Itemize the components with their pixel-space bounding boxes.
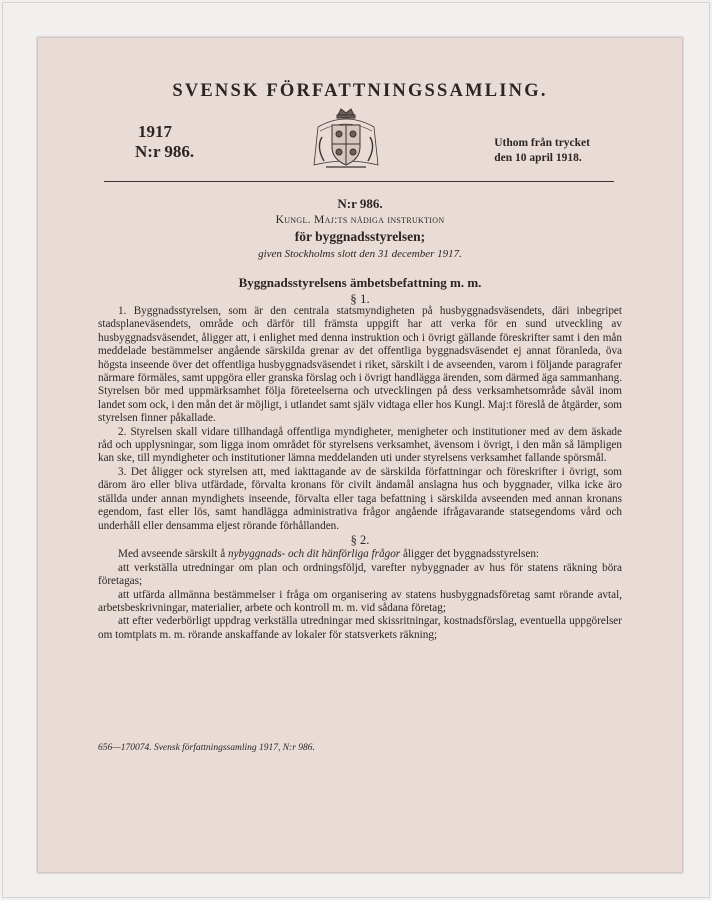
- document-page: [37, 37, 683, 873]
- section-2-intro: [98, 548, 622, 561]
- paragraph-1: 1. Byggnadsstyrelsen, som är den centrala statsmyndigheten på husbyggnadsväsendets, däri inbegripet stadsplaneväsendets, område och därför till främsta uppgift har att verka för en sund utveckling av husbyggnadsväsendet, åligger att, i enlighet med denna instruktion och i övrigt gällande föreskrifter samt i den mån meddelade bestämmelser angående särskilda grenar av det offentliga byggnadsväsendet ej annat föranleda, öva högsta inseende över det offentliga husbyggnadsväsendet i riket, särskilt i de avseenden, varom i följande paragrafer närmare förmäles, samt uppgöra eller granska förslag och i övrigt handlägga ärenden, som därmed äga sammanhang. Styrelsen bör med uppmärksamhet följa företeelserna och utvecklingen på dess verksamhetsområde såväl inom landet som ock, i den mån det är möjligt, i utlandet samt själv vidtaga eller hos Kungl. Maj:t föreslå de åtgärder, som styrelsen finner påkallade.: [98, 305, 622, 425]
- issued-date: [494, 136, 590, 166]
- masthead-title: SVENSK FÖRFATTNINGSSAMLING.: [172, 81, 548, 101]
- issue-number: N:r 986.: [135, 142, 195, 161]
- document-number: N:r 986.: [337, 196, 383, 211]
- coat-of-arms-icon: [308, 107, 384, 175]
- paragraph-2: 2. Styrelsen skall vidare tillhandagå offentliga myndigheter, menigheter och institutioner med av dem äskade råd och upplysningar, som ligga inom området för styrelsens verksamhet, ävensom i övrigt, i den mån så lämpligen kan ske, till myndigheter och institutioner lämna meddelanden uti under styrelsens verksamhet fallande spörsmål.: [98, 425, 622, 465]
- issue-year: 1917: [138, 122, 172, 141]
- section-2-mark: § 2.: [350, 532, 370, 547]
- section-2-intro-a: Med avseende särskilt å: [118, 548, 228, 561]
- section-2-item: att utfärda allmänna bestämmelser i fråga om organisering av statens husbyggnadsföretag samt rörande avtal, arbetsbeskrivningar, materialier, arbete och kontroll m. m. vid sådana företag;: [98, 588, 622, 614]
- given-line: given Stockholms slott den 31 december 1917.: [258, 248, 462, 260]
- section-2-intro-b: åligger det byggnadsstyrelsen:: [400, 548, 540, 561]
- section-2-item: att efter vederbörligt uppdrag verkställa utredningar med skissritningar, kostnadsförslag, eventuella uppgörelser om tomtplats m. m. rörande anskaffande av lokaler för statsverkets räkning;: [98, 615, 622, 641]
- section-2-intro-italic: nybyggnads- och dit hänförliga frågor: [227, 548, 401, 561]
- document-title-line-1: Kungl. Maj:ts nådiga instruktion: [275, 213, 445, 226]
- paragraph-3: 3. Det åligger ock styrelsen att, med iakttagande av de särskilda författningar och föreskrifter i övrigt, som därom äro eller bliva utfärdade, förvalta kronans för civilt ändamål anslagna hus och byggnader, vilka icke äro ställda under annan myndighets inseende, förvalta eller taga befattning i särskilda avseenden med annan kronans egendom, fast eller lös, samt handlägga administrativa frågor angående ifrågavarande statsegendoms vård och underhåll eller densamma eljest rörande förhållanden.: [98, 465, 622, 532]
- section-1-mark: § 1.: [350, 291, 370, 306]
- document-title-line-2: för byggnadsstyrelsen;: [294, 229, 426, 244]
- issued-line-1: Uthom från trycket: [494, 137, 590, 149]
- header-rule: [104, 181, 614, 182]
- document-body: [98, 305, 622, 642]
- print-footer: 656—170074. Svensk författningssamling 1917, N:r 986.: [98, 743, 315, 753]
- section-2-item: att verkställa utredningar om plan och ordningsföljd, varefter nybyggnader av hus för statens räkning böra företagas;: [98, 561, 622, 588]
- section-heading: Byggnadsstyrelsens ämbetsbefattning m. m.: [238, 275, 482, 290]
- issued-line-2: den 10 april 1918.: [494, 152, 582, 164]
